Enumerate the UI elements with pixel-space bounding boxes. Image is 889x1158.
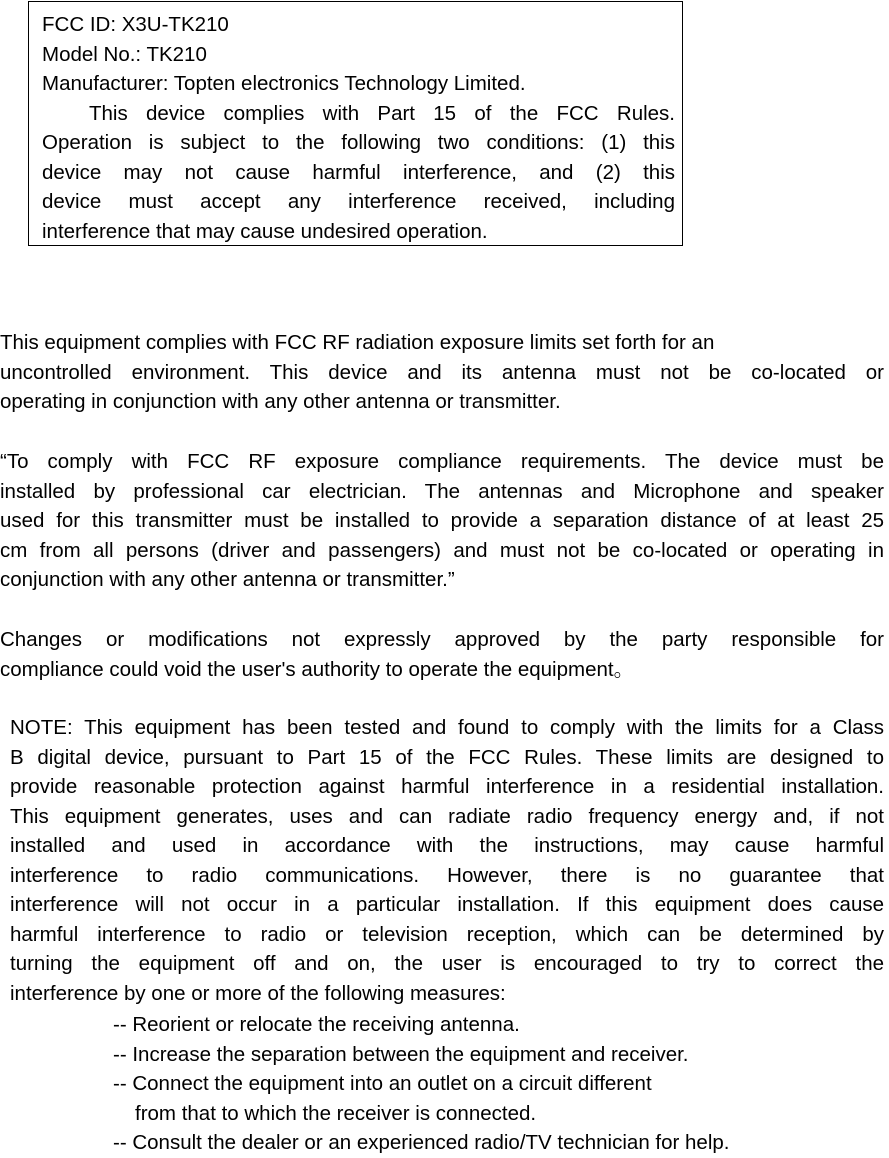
paragraph-line: compliance could void the user's authority to operate the equipment。: [0, 657, 635, 681]
compliance-line: Operation is subject to the following two conditions: (1) this: [42, 131, 675, 154]
measure-item: -- Reorient or relocate the receiving antenna.: [113, 1013, 520, 1036]
measures-list: [113, 1010, 729, 1158]
paragraph-line: cm from all persons (driver and passengers) and must not be co-located or operating in: [0, 538, 884, 562]
measure-item: -- Increase the separation between the equipment and receiver.: [113, 1042, 689, 1066]
installation-paragraph: [0, 447, 884, 595]
measure-item: -- Consult the dealer or an experienced radio/TV technician for help.: [113, 1131, 730, 1154]
note-line: provide reasonable protection against harmful interference in a residential installation.: [10, 775, 884, 798]
paragraph-line: uncontrolled environment. This device and its antenna must not be co-located or: [0, 360, 884, 384]
measure-item-continuation: from that to which the receiver is connected.: [135, 1101, 537, 1125]
paragraph-line: This equipment complies with FCC RF radiation exposure limits set forth for an: [0, 331, 715, 354]
fcc-id: FCC ID: X3U-TK210: [42, 13, 229, 36]
paragraph-line: installed by professional car electrician. The antennas and Microphone and speaker: [0, 479, 884, 503]
model-number: Model No.: TK210: [42, 42, 207, 66]
compliance-line: device may not cause harmful interference, and (2) this: [42, 160, 675, 184]
paragraph-line: conjunction with any other antenna or transmitter.”: [0, 568, 455, 591]
note-paragraph: [10, 713, 884, 1008]
note-line: This equipment generates, uses and can radiate radio frequency energy and, if not: [10, 804, 884, 828]
measure-item: -- Connect the equipment into an outlet on a circuit different: [113, 1072, 652, 1095]
note-line: turning the equipment off and on, the user is encouraged to try to correct the: [10, 952, 884, 975]
compliance-line: This device complies with Part 15 of the FCC Rules.: [89, 101, 675, 125]
compliance-line: interference that may cause undesired operation.: [42, 219, 488, 243]
note-line: B digital device, pursuant to Part 15 of the FCC Rules. These limits are designed to: [10, 745, 884, 769]
note-line: installed and used in accordance with the instructions, may cause harmful: [10, 834, 884, 857]
fcc-label-box: [28, 1, 683, 246]
paragraph-line: operating in conjunction with any other antenna or transmitter.: [0, 390, 561, 413]
paragraph-line: “To comply with FCC RF exposure compliance requirements. The device must be: [0, 450, 884, 473]
note-line: interference by one or more of the following measures:: [10, 981, 506, 1005]
paragraph-line: used for this transmitter must be installed to provide a separation distance of at least 25: [0, 509, 884, 532]
note-line: NOTE: This equipment has been tested and found to comply with the limits for a Class: [10, 716, 884, 739]
rf-exposure-paragraph: [0, 328, 884, 417]
note-line: harmful interference to radio or television reception, which can be determined by: [10, 922, 884, 946]
paragraph-line: Changes or modifications not expressly approved by the party responsible for: [0, 628, 884, 651]
changes-paragraph: [0, 625, 884, 684]
compliance-line: device must accept any interference received, including: [42, 190, 675, 213]
manufacturer: Manufacturer: Topten electronics Technology Limited.: [42, 72, 526, 95]
note-line: interference will not occur in a particular installation. If this equipment does cause: [10, 893, 884, 916]
note-line: interference to radio communications. However, there is no guarantee that: [10, 863, 884, 887]
